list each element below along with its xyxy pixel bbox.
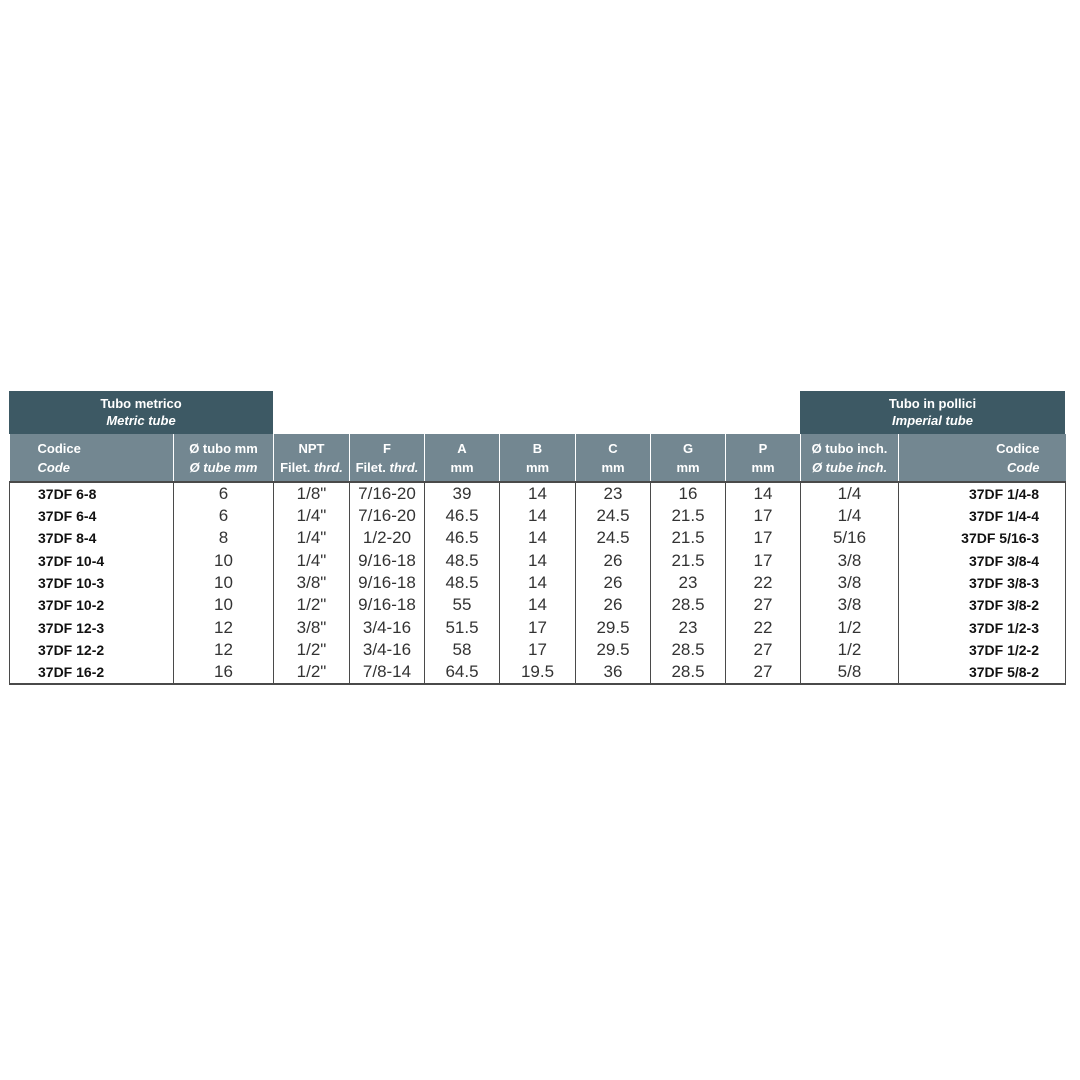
table-row — [10, 572, 1066, 594]
cell-code-metric: 37DF 10-2 — [10, 594, 174, 616]
cell-tube-mm: 10 — [174, 550, 274, 572]
cell-tube-mm: 12 — [174, 616, 274, 638]
header-label: G — [682, 440, 694, 456]
cell-b: 14 — [500, 594, 576, 616]
header-sublabel: Ø tube mm — [189, 459, 258, 475]
cell-code-metric: 37DF 8-4 — [10, 527, 174, 549]
header-sublabel: mm — [601, 459, 625, 475]
imperial-group-subtitle: Imperial tube — [892, 413, 973, 428]
cell-tube-inch: 5/16 — [801, 527, 899, 549]
imperial-tube-group-header — [800, 391, 1065, 434]
header-label: Ø tubo mm — [189, 440, 258, 456]
cell-g: 16 — [651, 482, 726, 505]
header-sublabel — [278, 458, 345, 477]
cell-code-imperial: 37DF 3/8-4 — [899, 550, 1066, 572]
cell-tube-mm: 10 — [174, 572, 274, 594]
cell-code-imperial: 37DF 1/2-2 — [899, 639, 1066, 661]
cell-f: 7/16-20 — [350, 482, 425, 505]
cell-g: 28.5 — [651, 594, 726, 616]
imperial-group-title: Tubo in pollici — [888, 396, 977, 411]
cell-b: 17 — [500, 639, 576, 661]
cell-g: 21.5 — [651, 527, 726, 549]
cell-c: 26 — [576, 572, 651, 594]
cell-tube-inch: 3/8 — [801, 572, 899, 594]
cell-tube-inch: 1/4 — [801, 482, 899, 505]
cell-c: 29.5 — [576, 616, 651, 638]
cell-f: 7/8-14 — [350, 661, 425, 684]
table-row — [10, 550, 1066, 572]
header-f — [350, 434, 425, 482]
cell-code-imperial: 37DF 3/8-3 — [899, 572, 1066, 594]
table-row — [10, 594, 1066, 616]
header-code-imperial — [899, 434, 1066, 482]
cell-c: 29.5 — [576, 639, 651, 661]
cell-npt: 1/4" — [274, 505, 350, 527]
table-row — [10, 505, 1066, 527]
header-g — [651, 434, 726, 482]
header-sublabel-b: thrd. — [389, 459, 419, 475]
cell-tube-mm: 6 — [174, 482, 274, 505]
cell-npt: 1/4" — [274, 550, 350, 572]
header-label: F — [383, 440, 391, 456]
header-sublabel: Code — [37, 459, 70, 475]
cell-g: 28.5 — [651, 639, 726, 661]
cell-code-metric: 37DF 6-8 — [10, 482, 174, 505]
cell-code-metric: 37DF 12-2 — [10, 639, 174, 661]
metric-group-subtitle: Metric tube — [106, 413, 176, 428]
table-row — [10, 639, 1066, 661]
cell-f: 7/16-20 — [350, 505, 425, 527]
header-label: Codice — [996, 440, 1040, 456]
header-p — [726, 434, 801, 482]
cell-npt: 3/8" — [274, 572, 350, 594]
cell-g: 28.5 — [651, 661, 726, 684]
cell-npt: 1/8" — [274, 482, 350, 505]
cell-code-imperial: 37DF 1/2-3 — [899, 616, 1066, 638]
cell-b: 14 — [500, 505, 576, 527]
cell-p: 22 — [726, 616, 801, 638]
cell-code-imperial: 37DF 5/8-2 — [899, 661, 1066, 684]
cell-b: 14 — [500, 550, 576, 572]
cell-code-imperial: 37DF 3/8-2 — [899, 594, 1066, 616]
cell-npt: 3/8" — [274, 616, 350, 638]
cell-a: 58 — [425, 639, 500, 661]
cell-tube-inch: 5/8 — [801, 661, 899, 684]
cell-npt: 1/4" — [274, 527, 350, 549]
cell-p: 17 — [726, 505, 801, 527]
cell-b: 17 — [500, 616, 576, 638]
table-row — [10, 527, 1066, 549]
cell-tube-inch: 1/2 — [801, 616, 899, 638]
header-label: NPT — [298, 440, 325, 456]
header-sublabel: mm — [525, 459, 550, 475]
header-label: B — [532, 440, 543, 456]
cell-g: 21.5 — [651, 550, 726, 572]
cell-a: 48.5 — [425, 550, 500, 572]
header-label: P — [758, 440, 768, 456]
header-code-metric — [10, 434, 174, 482]
cell-f: 9/16-18 — [350, 550, 425, 572]
cell-b: 19.5 — [500, 661, 576, 684]
header-sublabel: mm — [751, 459, 775, 475]
header-npt — [274, 434, 350, 482]
header-sublabel: Code — [1007, 459, 1040, 475]
cell-code-metric: 37DF 10-4 — [10, 550, 174, 572]
product-table-wrapper — [9, 391, 1065, 685]
cell-code-metric: 37DF 6-4 — [10, 505, 174, 527]
metric-group-title: Tubo metrico — [100, 396, 182, 411]
cell-code-metric: 37DF 12-3 — [10, 616, 174, 638]
table-row — [10, 482, 1066, 505]
cell-p: 17 — [726, 550, 801, 572]
header-sublabel — [354, 458, 420, 477]
cell-p: 27 — [726, 594, 801, 616]
cell-c: 36 — [576, 661, 651, 684]
header-label: Ø tubo inch. — [811, 440, 888, 456]
cell-npt: 1/2" — [274, 661, 350, 684]
cell-p: 27 — [726, 661, 801, 684]
table-body — [10, 482, 1066, 684]
cell-code-imperial: 37DF 1/4-8 — [899, 482, 1066, 505]
cell-tube-inch: 1/2 — [801, 639, 899, 661]
cell-a: 46.5 — [425, 505, 500, 527]
cell-g: 21.5 — [651, 505, 726, 527]
header-a — [425, 434, 500, 482]
cell-a: 46.5 — [425, 527, 500, 549]
cell-f: 3/4-16 — [350, 616, 425, 638]
cell-c: 24.5 — [576, 527, 651, 549]
cell-tube-inch: 1/4 — [801, 505, 899, 527]
header-c — [576, 434, 651, 482]
header-label: C — [608, 440, 618, 456]
cell-npt: 1/2" — [274, 639, 350, 661]
cell-c: 26 — [576, 594, 651, 616]
header-sublabel-a: Filet. — [280, 459, 315, 475]
cell-tube-inch: 3/8 — [801, 594, 899, 616]
cell-b: 14 — [500, 527, 576, 549]
cell-g: 23 — [651, 616, 726, 638]
cell-code-metric: 37DF 16-2 — [10, 661, 174, 684]
cell-b: 14 — [500, 482, 576, 505]
cell-tube-inch: 3/8 — [801, 550, 899, 572]
cell-tube-mm: 10 — [174, 594, 274, 616]
cell-tube-mm: 6 — [174, 505, 274, 527]
header-sublabel-b: thrd. — [314, 459, 343, 475]
table-row — [10, 616, 1066, 638]
cell-f: 9/16-18 — [350, 594, 425, 616]
cell-code-metric: 37DF 10-3 — [10, 572, 174, 594]
header-sublabel-a: Filet. — [355, 459, 390, 475]
header-sublabel: Ø tube inch. — [811, 459, 888, 475]
header-label: Codice — [37, 440, 81, 456]
cell-code-imperial: 37DF 5/16-3 — [899, 527, 1066, 549]
cell-f: 9/16-18 — [350, 572, 425, 594]
header-sublabel: mm — [676, 459, 700, 475]
cell-f: 3/4-16 — [350, 639, 425, 661]
cell-p: 22 — [726, 572, 801, 594]
metric-tube-group-header — [9, 391, 273, 434]
header-tube-inch — [801, 434, 899, 482]
cell-tube-mm: 16 — [174, 661, 274, 684]
cell-code-imperial: 37DF 1/4-4 — [899, 505, 1066, 527]
cell-b: 14 — [500, 572, 576, 594]
table-row — [10, 661, 1066, 684]
header-label: A — [457, 440, 467, 456]
cell-tube-mm: 8 — [174, 527, 274, 549]
dimensions-table — [9, 434, 1066, 685]
cell-g: 23 — [651, 572, 726, 594]
column-header-row — [10, 434, 1066, 482]
cell-p: 17 — [726, 527, 801, 549]
cell-tube-mm: 12 — [174, 639, 274, 661]
cell-p: 27 — [726, 639, 801, 661]
group-header-band — [9, 391, 1065, 434]
cell-a: 64.5 — [425, 661, 500, 684]
cell-a: 48.5 — [425, 572, 500, 594]
header-b — [500, 434, 576, 482]
cell-npt: 1/2" — [274, 594, 350, 616]
cell-a: 55 — [425, 594, 500, 616]
cell-c: 23 — [576, 482, 651, 505]
cell-f: 1/2-20 — [350, 527, 425, 549]
cell-a: 39 — [425, 482, 500, 505]
header-sublabel: mm — [450, 459, 474, 475]
cell-c: 26 — [576, 550, 651, 572]
header-tube-mm — [174, 434, 274, 482]
cell-a: 51.5 — [425, 616, 500, 638]
cell-p: 14 — [726, 482, 801, 505]
cell-c: 24.5 — [576, 505, 651, 527]
